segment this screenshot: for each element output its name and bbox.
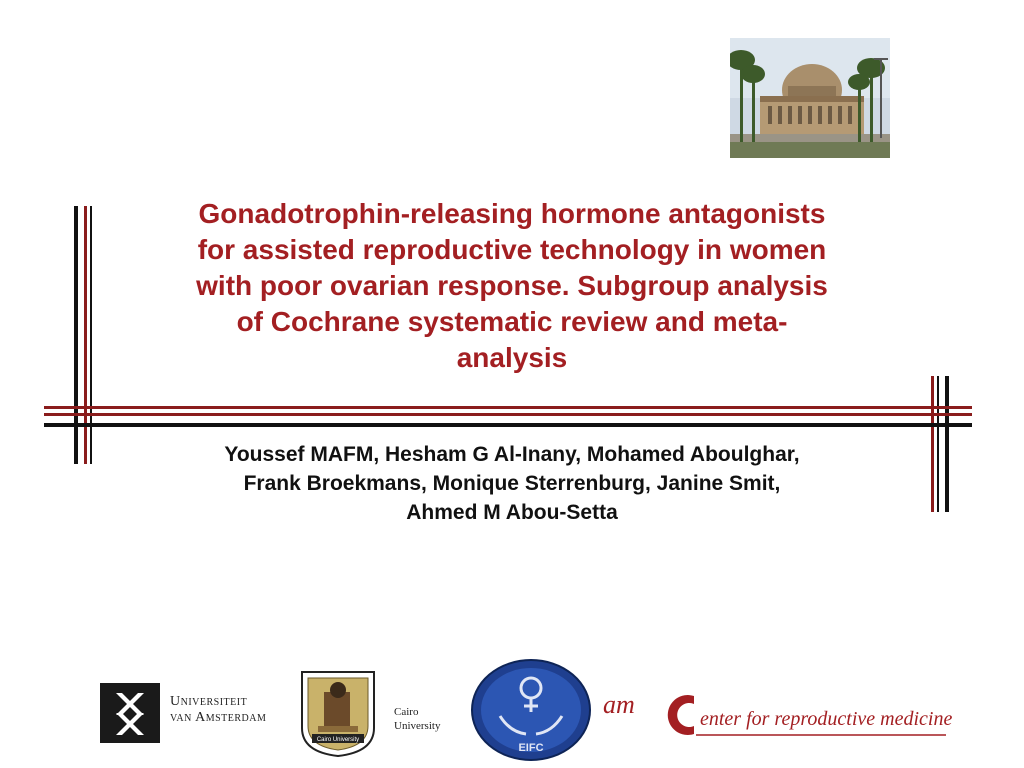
frame-line-right-inner xyxy=(931,376,934,512)
eifc-logo-icon xyxy=(470,658,592,762)
author-line: Frank Broekmans, Monique Sterrenburg, Janine Smit, xyxy=(243,472,781,495)
frame-hline-red-1 xyxy=(44,406,972,409)
frame-line-right-inner2 xyxy=(937,376,939,512)
uva-logo-icon xyxy=(100,683,160,743)
frame-hline-black xyxy=(44,423,972,427)
title-line: Gonadotrophin-releasing hormone antagonists xyxy=(198,198,826,229)
title-line: of Cochrane systematic review and meta- xyxy=(236,306,788,337)
title-line: with poor ovarian response. Subgroup analysis xyxy=(196,270,828,301)
title-line: for assisted reproductive technology in women xyxy=(197,234,827,265)
amc-prefix: am xyxy=(603,690,635,719)
frame-line-right-outer xyxy=(945,376,949,512)
cairo-university-photo xyxy=(730,38,890,158)
cairo-university-seal-icon xyxy=(298,668,378,758)
author-line: Youssef MAFM, Hesham G Al-Inany, Mohamed Aboulghar, xyxy=(224,443,800,466)
amc-center-name: enter for reproductive medicine xyxy=(700,708,953,730)
uva-logo-text xyxy=(170,694,266,726)
author-line: Ahmed M Abou-Setta xyxy=(406,501,618,524)
eifc-label: EIFC xyxy=(518,742,544,754)
cairo-university-text xyxy=(394,705,440,733)
cairo-seal-label: Cairo University xyxy=(316,737,360,743)
author-list xyxy=(100,440,924,527)
uva-line-2: van Amsterdam xyxy=(170,710,267,725)
slide-title xyxy=(110,196,914,376)
frame-hline-red-2 xyxy=(44,413,972,416)
cairo-line-2: University xyxy=(394,720,441,732)
dome-building-image xyxy=(730,38,890,158)
title-line: analysis xyxy=(456,342,568,373)
cairo-line-1: Cairo xyxy=(394,706,419,718)
uva-line-1: Universiteit xyxy=(170,694,248,709)
